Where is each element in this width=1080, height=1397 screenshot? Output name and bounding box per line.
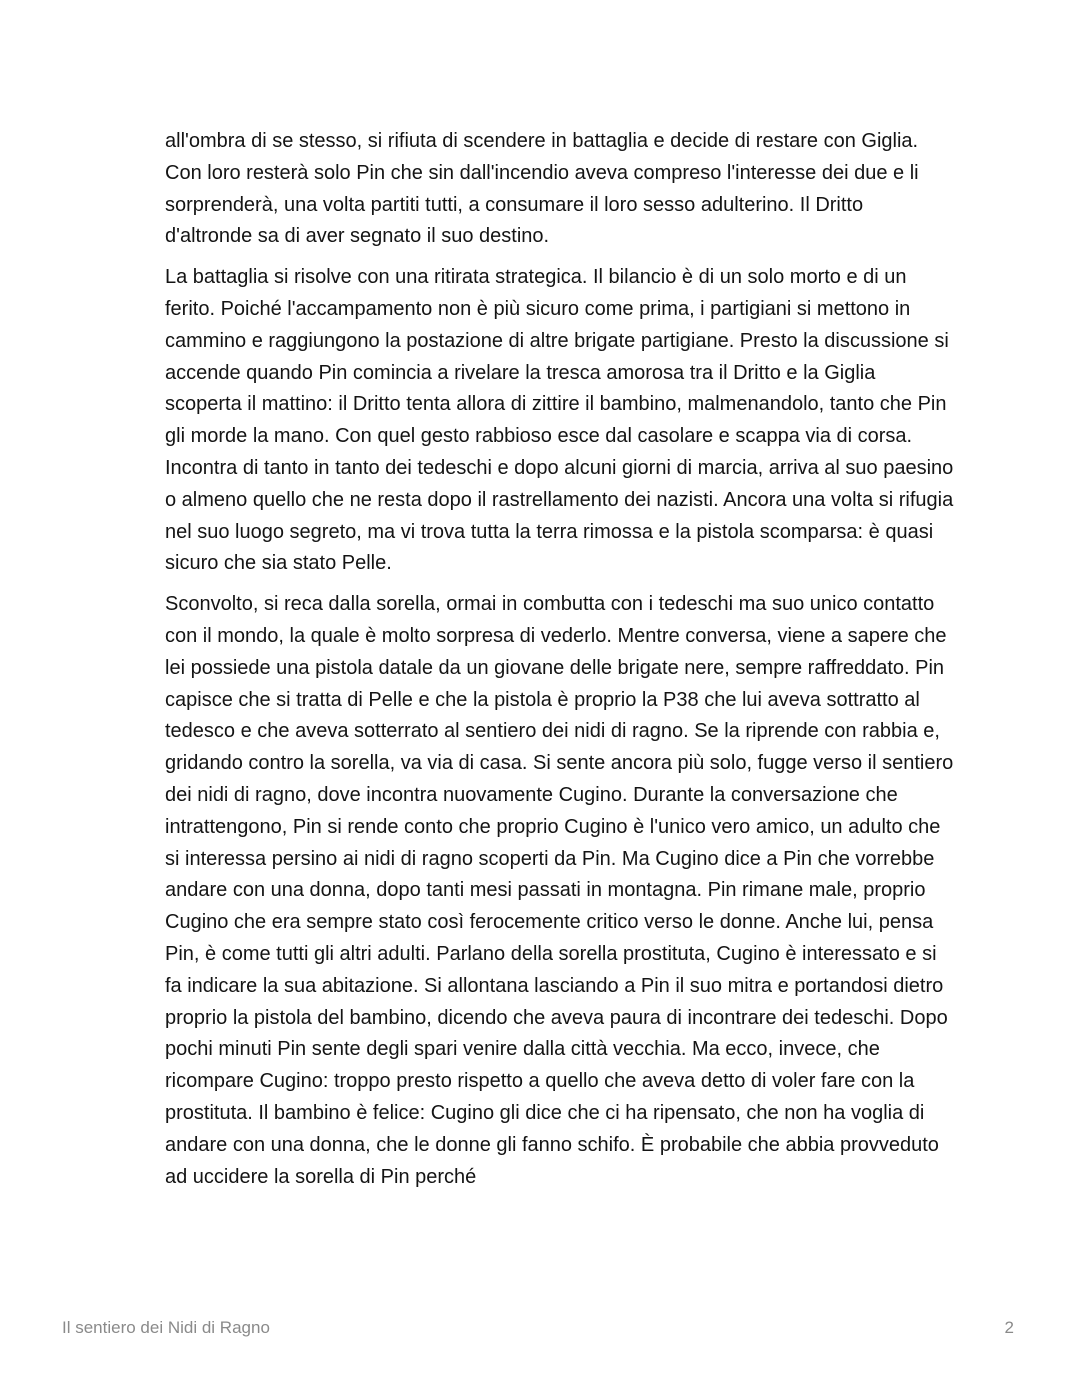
document-body — [165, 126, 955, 1202]
paragraph: Sconvolto, si reca dalla sorella, ormai in combutta con i tedeschi ma suo unico contatto con il mondo, la quale è molto sorpresa di vederlo. Mentre conversa, viene a sapere che lei possiede una pistola datale da un giovane delle brigate nere, sempre raffreddato. Pin capisce che si tratta di Pelle e che la pistola è proprio la P38 che lui aveva sottratto al tedesco e che aveva sotterrato al sentiero dei nidi di ragno. Se la riprende con rabbia e, gridando contro la sorella, va via di casa. Si sente ancora più solo, fugge verso il sentiero dei nidi di ragno, dove incontra nuovamente Cugino. Durante la conversazione che intrattengono, Pin si rende conto che proprio Cugino è l'unico vero amico, un adulto che si interessa persino ai nidi di ragno scoperti da Pin. Ma Cugino dice a Pin che vorrebbe andare con una donna, dopo tanti mesi passati in montagna. Pin rimane male, proprio Cugino che era sempre stato così ferocemente critico verso le donne. Anche lui, pensa Pin, è come tutti gli altri adulti. Parlano della sorella prostituta, Cugino è interessato e si fa indicare la sua abitazione. Si allontana lasciando a Pin il suo mitra e portandosi dietro proprio la pistola del bambino, dicendo che aveva paura di incontrare dei tedeschi. Dopo pochi minuti Pin sente degli spari venire dalla città vecchia. Ma ecco, invece, che ricompare Cugino: troppo presto rispetto a quello che aveva detto di voler fare con la prostituta. Il bambino è felice: Cugino gli dice che ci ha ripensato, che non ha voglia di andare con una donna, che le donne gli fanno schifo. È probabile che abbia provveduto ad uccidere la sorella di Pin perché — [165, 593, 954, 1188]
paragraph: all'ombra di se stesso, si rifiuta di scendere in battaglia e decide di restare con Giglia. Con loro resterà solo Pin che sin dall'incendio aveva compreso l'interesse dei due e li sorprenderà, una volta partiti tutti, a consumare il loro sesso adulterino. Il Dritto d'altronde sa di aver segnato il suo destino. — [165, 130, 919, 248]
page-number: 2 — [1004, 1318, 1014, 1337]
footer-title: Il sentiero dei Nidi di Ragno — [62, 1318, 270, 1337]
paragraph: La battaglia si risolve con una ritirata strategica. Il bilancio è di un solo morto e di un ferito. Poiché l'accampamento non è più sicuro come prima, i partigiani si mettono in cammino e raggiungono la postazione di altre brigate partigiane. Presto la discussione si accende quando Pin comincia a rivelare la tresca amorosa tra il Dritto e la Giglia scoperta il mattino: il Dritto tenta allora di zittire il bambino, malmenandolo, tanto che Pin gli morde la mano. Con quel gesto rabbioso esce dal casolare e scappa via di corsa. Incontra di tanto in tanto dei tedeschi e dopo alcuni giorni di marcia, arriva al suo paesino o almeno quello che ne resta dopo il rastrellamento dei nazisti. Ancora una volta si rifugia nel suo luogo segreto, ma vi trova tutta la terra rimossa e la pistola scomparsa: è quasi sicuro che sia stato Pelle. — [165, 266, 954, 575]
page-footer — [62, 1318, 1018, 1342]
